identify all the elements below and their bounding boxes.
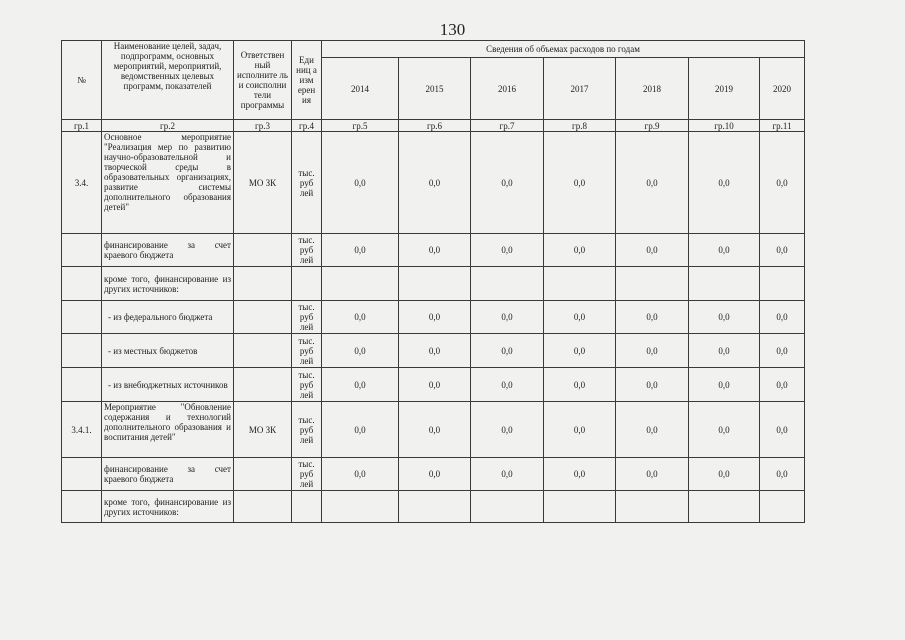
row-name: - из местных бюджетов (102, 334, 234, 368)
row-value: 0,0 (544, 458, 616, 491)
group-label: гр.7 (471, 120, 544, 132)
header-year: 2014 (322, 58, 399, 120)
header-expenses: Сведения об объемах расходов по годам (322, 41, 805, 58)
row-value (544, 267, 616, 301)
row-value: 0,0 (616, 402, 689, 458)
table-row (62, 458, 805, 491)
row-value: 0,0 (544, 234, 616, 267)
expenses-table (61, 40, 805, 523)
row-name: кроме того, финансирование из других источников: (102, 267, 234, 301)
row-value: 0,0 (616, 234, 689, 267)
row-value: 0,0 (689, 458, 760, 491)
row-value: 0,0 (616, 368, 689, 402)
row-value: 0,0 (471, 402, 544, 458)
row-value: 0,0 (322, 234, 399, 267)
row-value (760, 491, 805, 523)
row-unit: тыс. руб лей (292, 368, 322, 402)
row-value: 0,0 (322, 402, 399, 458)
row-number (62, 267, 102, 301)
header-number: № (62, 41, 102, 120)
table-row (62, 334, 805, 368)
row-value: 0,0 (760, 301, 805, 334)
row-value: 0,0 (760, 132, 805, 234)
row-name: - из внебюджетных источников (102, 368, 234, 402)
row-number (62, 301, 102, 334)
row-name: финансирование за счет краевого бюджета (102, 458, 234, 491)
group-label: гр.3 (234, 120, 292, 132)
row-value: 0,0 (399, 301, 471, 334)
row-value: 0,0 (616, 132, 689, 234)
row-value: 0,0 (399, 334, 471, 368)
row-value: 0,0 (322, 458, 399, 491)
row-value: 0,0 (544, 402, 616, 458)
group-label: гр.1 (62, 120, 102, 132)
group-labels-row (62, 120, 805, 132)
header-year: 2017 (544, 58, 616, 120)
table-row (62, 132, 805, 234)
row-number: 3.4.1. (62, 402, 102, 458)
row-value: 0,0 (471, 234, 544, 267)
row-value (616, 267, 689, 301)
row-value: 0,0 (399, 402, 471, 458)
row-name: кроме того, финансирование из других источников: (102, 491, 234, 523)
row-value: 0,0 (544, 334, 616, 368)
row-responsible (234, 458, 292, 491)
row-value: 0,0 (616, 334, 689, 368)
row-value: 0,0 (399, 368, 471, 402)
header-year: 2019 (689, 58, 760, 120)
row-value: 0,0 (689, 368, 760, 402)
row-number: 3.4. (62, 132, 102, 234)
row-unit: тыс. руб лей (292, 458, 322, 491)
row-unit: тыс. руб лей (292, 334, 322, 368)
row-value: 0,0 (322, 368, 399, 402)
row-value: 0,0 (399, 132, 471, 234)
row-unit: тыс. руб лей (292, 402, 322, 458)
row-value: 0,0 (399, 234, 471, 267)
row-value: 0,0 (760, 402, 805, 458)
row-value: 0,0 (689, 301, 760, 334)
header-name: Наименование целей, задач, подпрограмм, основных мероприятий, мероприятий, ведомственных целевых программ, показателей (102, 41, 234, 120)
row-name: - из федерального бюджета (102, 301, 234, 334)
row-value: 0,0 (689, 132, 760, 234)
row-name: финансирование за счет краевого бюджета (102, 234, 234, 267)
header-unit: Еди ниц а изм ерен ия (292, 41, 322, 120)
group-label: гр.8 (544, 120, 616, 132)
group-label: гр.5 (322, 120, 399, 132)
row-value (689, 491, 760, 523)
group-label: гр.4 (292, 120, 322, 132)
row-value: 0,0 (471, 301, 544, 334)
group-label: гр.9 (616, 120, 689, 132)
table-row (62, 301, 805, 334)
group-label: гр.10 (689, 120, 760, 132)
row-name: Основное мероприятие "Реализация мер по развитию научно-образовательной и творческой среды в образовательных организациях, развитие системы дополнительного образования детей" (102, 132, 234, 234)
row-value: 0,0 (544, 132, 616, 234)
row-value (322, 491, 399, 523)
table-row (62, 402, 805, 458)
row-unit: тыс. руб лей (292, 234, 322, 267)
row-value (399, 267, 471, 301)
row-responsible: МО ЗК (234, 402, 292, 458)
row-unit (292, 491, 322, 523)
row-unit: тыс. руб лей (292, 301, 322, 334)
row-value: 0,0 (544, 368, 616, 402)
table-row (62, 234, 805, 267)
row-name: Мероприятие "Обновление содержания и технологий дополнительного образования и воспитания детей" (102, 402, 234, 458)
row-value: 0,0 (689, 402, 760, 458)
row-value: 0,0 (471, 368, 544, 402)
row-number (62, 334, 102, 368)
page-number: 130 (439, 20, 466, 39)
row-responsible (234, 301, 292, 334)
row-value: 0,0 (760, 368, 805, 402)
row-responsible: МО ЗК (234, 132, 292, 234)
header-year: 2018 (616, 58, 689, 120)
row-responsible (234, 267, 292, 301)
row-unit: тыс. руб лей (292, 132, 322, 234)
row-value: 0,0 (689, 234, 760, 267)
row-value (616, 491, 689, 523)
row-value: 0,0 (616, 301, 689, 334)
table-row (62, 267, 805, 301)
row-number (62, 491, 102, 523)
row-number (62, 368, 102, 402)
row-value: 0,0 (760, 458, 805, 491)
row-value (322, 267, 399, 301)
row-value: 0,0 (471, 458, 544, 491)
row-value (689, 267, 760, 301)
row-responsible (234, 234, 292, 267)
header-year: 2015 (399, 58, 471, 120)
row-value: 0,0 (760, 234, 805, 267)
row-value: 0,0 (544, 301, 616, 334)
row-responsible (234, 491, 292, 523)
row-value (471, 491, 544, 523)
group-label: гр.6 (399, 120, 471, 132)
row-value (760, 267, 805, 301)
table-row (62, 368, 805, 402)
row-value (399, 491, 471, 523)
row-value: 0,0 (322, 132, 399, 234)
row-responsible (234, 334, 292, 368)
row-value: 0,0 (471, 132, 544, 234)
row-number (62, 458, 102, 491)
row-value (544, 491, 616, 523)
row-value: 0,0 (616, 458, 689, 491)
group-label: гр.11 (760, 120, 805, 132)
row-unit (292, 267, 322, 301)
row-value: 0,0 (322, 334, 399, 368)
row-value: 0,0 (399, 458, 471, 491)
header-year: 2020 (760, 58, 805, 120)
row-number (62, 234, 102, 267)
row-value (471, 267, 544, 301)
row-value: 0,0 (760, 334, 805, 368)
header-year: 2016 (471, 58, 544, 120)
row-value: 0,0 (689, 334, 760, 368)
row-value: 0,0 (322, 301, 399, 334)
header-responsible: Ответствен ный исполните ль и соисполни тели программы (234, 41, 292, 120)
row-value: 0,0 (471, 334, 544, 368)
group-label: гр.2 (102, 120, 234, 132)
table-row (62, 491, 805, 523)
row-responsible (234, 368, 292, 402)
